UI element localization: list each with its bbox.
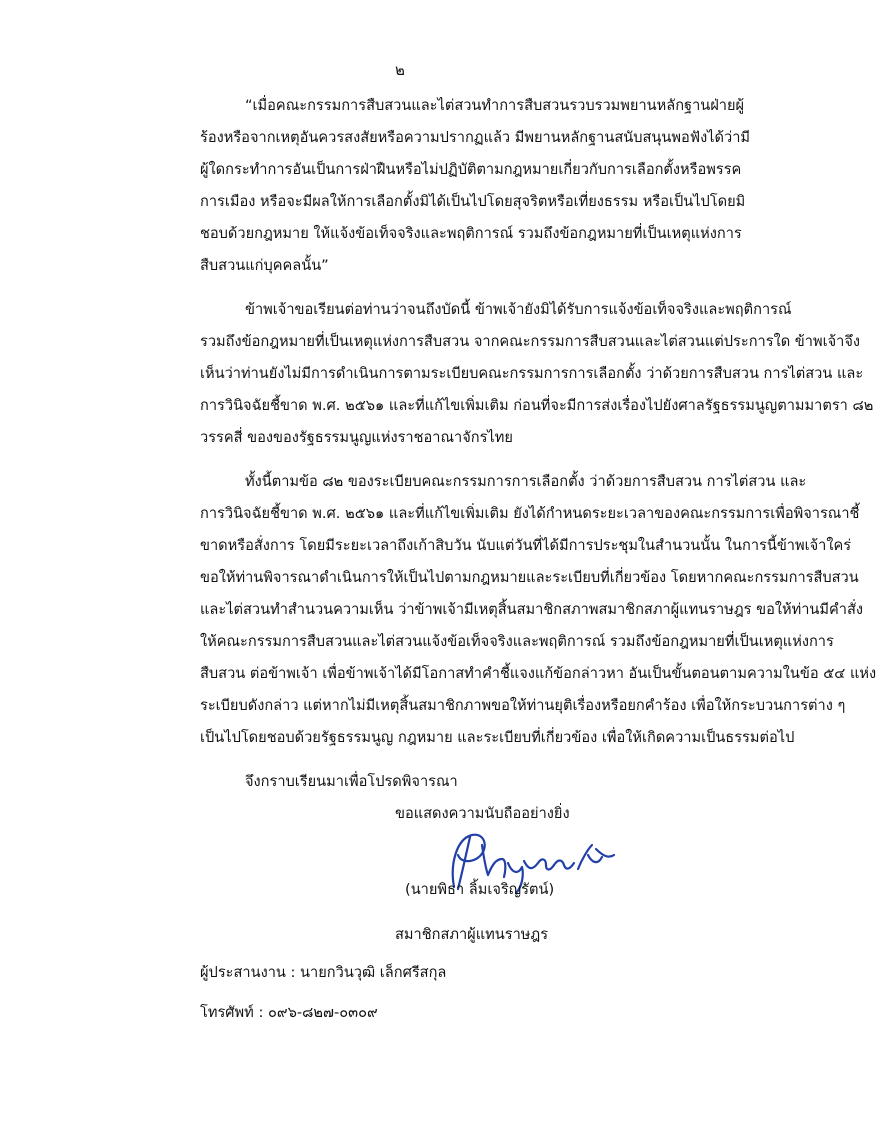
paragraph-line: ทั้งนี้ตามข้อ ๘๒ ของระเบียบคณะกรรมการการเลือกตั้ง ว่าด้วยการสืบสวน การไต่สวน และ: [245, 473, 807, 490]
paragraph-line: ข้าพเจ้าขอเรียนต่อท่านว่าจนถึงบัดนี้ ข้าพเจ้ายังมิได้รับการแจ้งข้อเท็จจริงและพฤติการณ์: [245, 301, 792, 318]
paragraph-line: และไต่สวนทำสำนวนความเห็น ว่าข้าพเจ้ามีเหตุสิ้นสมาชิกสภาพสมาชิกสภาผู้แทนราษฎร ขอให้ท่านมีคำสั่ง: [200, 601, 864, 618]
quote-line: ผู้ใดกระทำการอันเป็นการฝ่าฝืนหรือไม่ปฏิบัติตามกฎหมายเกี่ยวกับการเลือกตั้งหรือพรรค: [200, 161, 742, 178]
paragraph-line: เห็นว่าท่านยังไม่มีการดำเนินการตามระเบียบคณะกรรมการการเลือกตั้ง ว่าด้วยการสืบสวน การไต่สวน และ: [200, 365, 864, 382]
phone-line: โทรศัพท์ : ๐๙๖-๘๒๗-๐๓๐๙: [200, 1004, 378, 1021]
closing-line: จึงกราบเรียนมาเพื่อโปรดพิจารณา: [245, 773, 458, 790]
signer-title: สมาชิกสภาผู้แทนราษฎร: [395, 926, 549, 943]
paragraph-line: ให้คณะกรรมการสืบสวนและไต่สวนแจ้งข้อเท็จจริงและพฤติการณ์ รวมถึงข้อกฎหมายที่เป็นเหตุแห่งการ: [200, 633, 834, 650]
regards-line: ขอแสดงความนับถืออย่างยิ่ง: [395, 805, 570, 822]
paragraph-line: การวินิจฉัยชี้ขาด พ.ศ. ๒๕๖๑ และที่แก้ไขเพิ่มเติม ยังได้กำหนดระยะเวลาของคณะกรรมการเพื่อพิจารณาชี้: [200, 505, 860, 522]
paragraph-line: วรรคสี่ ของของรัฐธรรมนูญแห่งราชอาณาจักรไทย: [200, 429, 513, 446]
quote-line: สืบสวนแก่บุคคลนั้น”: [200, 257, 329, 274]
paragraph-line: รวมถึงข้อกฎหมายที่เป็นเหตุแห่งการสืบสวน จากคณะกรรมการสืบสวนและไต่สวนแต่ประการใด ข้าพเจ้าจึง: [200, 333, 861, 350]
paragraph-line: ขอให้ท่านพิจารณาดำเนินการให้เป็นไปตามกฎหมายและระเบียบที่เกี่ยวข้อง โดยหากคณะกรรมการสืบสวน: [200, 569, 859, 586]
quote-line: “เมื่อคณะกรรมการสืบสวนและไต่สวนทำการสืบสวนรวบรวมพยานหลักฐานฝ่ายผู้: [245, 97, 745, 114]
paragraph-line: ขาดหรือสั่งการ โดยมีระยะเวลาถึงเก้าสิบวัน นับแต่วันที่ได้มีการประชุมในสำนวนนั้น ในการนี้ข้าพเจ้าใคร่: [200, 537, 852, 554]
quote-line: ร้องหรือจากเหตุอันควรสงสัยหรือความปรากฏแล้ว มีพยานหลักฐานสนับสนุนพอฟังได้ว่ามี: [200, 129, 751, 146]
page-number: ๒: [395, 61, 405, 79]
quote-line: ชอบด้วยกฎหมาย ให้แจ้งข้อเท็จจริงและพฤติการณ์ รวมถึงข้อกฎหมายที่เป็นเหตุแห่งการ: [200, 225, 742, 242]
coordinator-line: ผู้ประสานงาน : นายกวินวุฒิ เล็กศรีสกุล: [200, 964, 447, 981]
paragraph-line: ระเบียบดังกล่าว แต่หากไม่มีเหตุสิ้นสมาชิกภาพขอให้ท่านยุติเรื่องหรือยกคำร้อง เพื่อให้กระบวนการต่าง ๆ: [200, 697, 846, 714]
paragraph-line: การวินิจฉัยชี้ขาด พ.ศ. ๒๕๖๑ และที่แก้ไขเพิ่มเติม ก่อนที่จะมีการส่งเรื่องไปยังศาลรัฐธรรมนูญตามมาตรา ๘๒: [200, 397, 874, 414]
paragraph-line: สืบสวน ต่อข้าพเจ้า เพื่อข้าพเจ้าได้มีโอกาสทำคำชี้แจงแก้ข้อกล่าวหา อันเป็นขั้นตอนตามความในข้อ ๕๔ แห่ง: [200, 665, 876, 682]
quote-line: การเมือง หรือจะมีผลให้การเลือกตั้งมิได้เป็นไปโดยสุจริตหรือเที่ยงธรรม หรือเป็นไปโดยมิ: [200, 193, 746, 210]
signer-name: (นายพิธา ลิ้มเจริญรัตน์): [405, 881, 555, 898]
paragraph-line: เป็นไปโดยชอบด้วยรัฐธรรมนูญ กฎหมาย และระเบียบที่เกี่ยวข้อง เพื่อให้เกิดความเป็นธรรมต่อไป: [200, 729, 795, 746]
